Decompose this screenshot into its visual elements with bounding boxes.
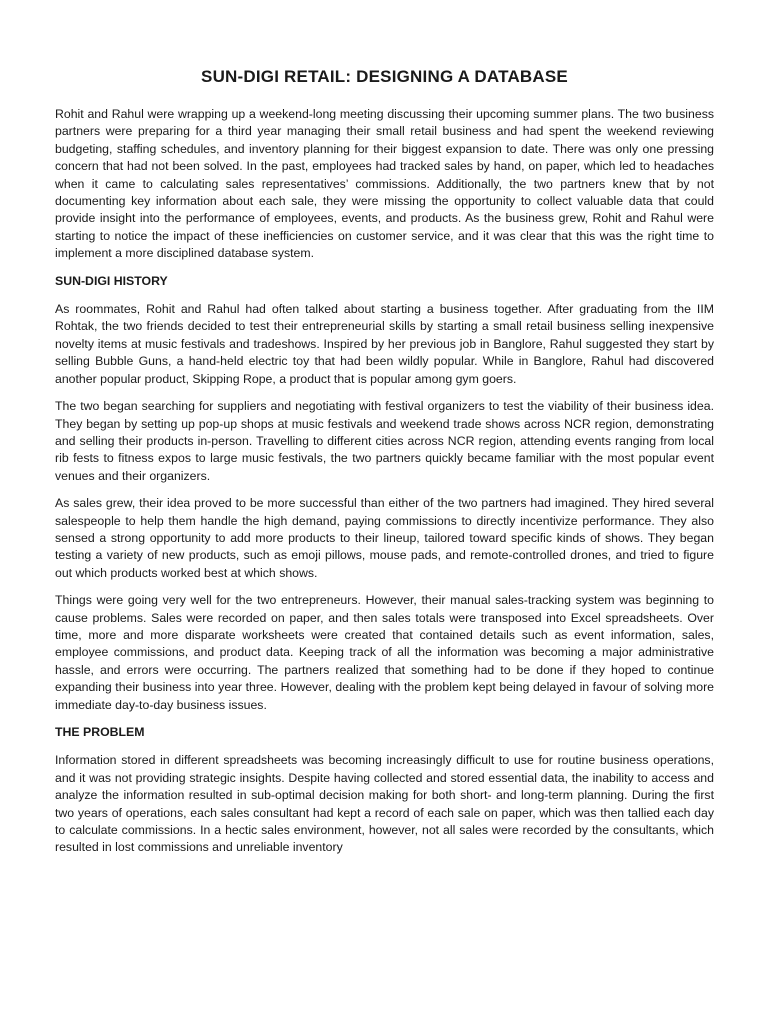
history-paragraph-4: Things were going very well for the two entrepreneurs. However, their manual sales-tracking system was beginning to cause problems. Sales were recorded on paper, and then sales totals were transposed into Excel spreadsheets. Over time, more and more disparate worksheets were created that contained details such as event information, sales, employee commissions, and product data. Keeping track of all the information was becoming a major administrative hassle, and errors were occurring. The partners realized that something had to be done if they hoped to continue expanding their business into year three. However, dealing with the problem kept being delayed in favour of solving more immediate day-to-day business issues. (55, 593, 714, 712)
history-paragraph-1: As roommates, Rohit and Rahul had often talked about starting a business together. After graduating from the IIM Rohtak, the two friends decided to test their entrepreneurial skills by starting a small retail business selling inexpensive novelty items at music festivals and tradeshows. Inspired by her previous job in Banglore, Rahul suggested they start by selling Bubble Guns, a hand-held electric toy that had been wildly popular. While in Banglore, Rahul had discovered another popular product, Skipping Rope, a product that is popular among gym goers. (55, 302, 714, 386)
document-page (55, 66, 714, 867)
history-paragraph-2: The two began searching for suppliers and negotiating with festival organizers to test the viability of their business idea. They began by setting up pop-up shops at music festivals and weekend trade shows across NCR region, demonstrating and selling their products in-person. Travelling to different cities across NCR region, attending events ranging from local rib fests to fitness expos to large music festivals, the two partners quickly became familiar with the most popular event venues and their organizers. (55, 399, 714, 483)
section-heading-history: SUN-DIGI HISTORY (55, 273, 168, 288)
problem-paragraph-1: Information stored in different spreadsheets was becoming increasingly difficult to use for routine business operations, and it was not providing strategic insights. Despite having collected and stored essential data, the inability to access and analyze the information resulted in sub-optimal decision making for both short- and long-term planning. During the first two years of operations, each sales consultant had kept a record of each sale on paper, which was then tallied each day to calculate commissions. In a hectic sales environment, however, not all sales were recorded by the consultants, which resulted in lost commissions and unreliable inventory (55, 753, 714, 855)
history-paragraph-3: As sales grew, their idea proved to be more successful than either of the two partners had imagined. They hired several salespeople to help them handle the high demand, paying commissions to directly incentivize performance. They also sensed a strong opportunity to add more products to their lineup, tailored toward specific kinds of shows. They began testing a variety of new products, such as emoji pillows, mouse pads, and remote-controlled drones, and tried to figure out which products worked best at which shows. (55, 496, 714, 580)
section-heading-problem: THE PROBLEM (55, 725, 145, 739)
document-title: SUN-DIGI RETAIL: DESIGNING A DATABASE (201, 67, 568, 86)
intro-paragraph: Rohit and Rahul were wrapping up a weekend-long meeting discussing their upcoming summer plans. The two business partners were preparing for a third year managing their small retail business and had spent the weekend reviewing budgeting, staffing schedules, and inventory planning for their biggest expansion to date. There was only one pressing concern that had not been solved. In the past, employees had tracked sales by hand, on paper, which led to headaches when it came to calculating sales representatives’ commissions. Additionally, the two partners knew that by not documenting key information about each sale, they were missing the opportunity to collect valuable data that could provide insight into the performance of employees, events, and products. As the business grew, Rohit and Rahul were starting to notice the impact of these inefficiencies on customer service, and it was clear that this was the right time to implement a more disciplined database system. (55, 107, 714, 261)
